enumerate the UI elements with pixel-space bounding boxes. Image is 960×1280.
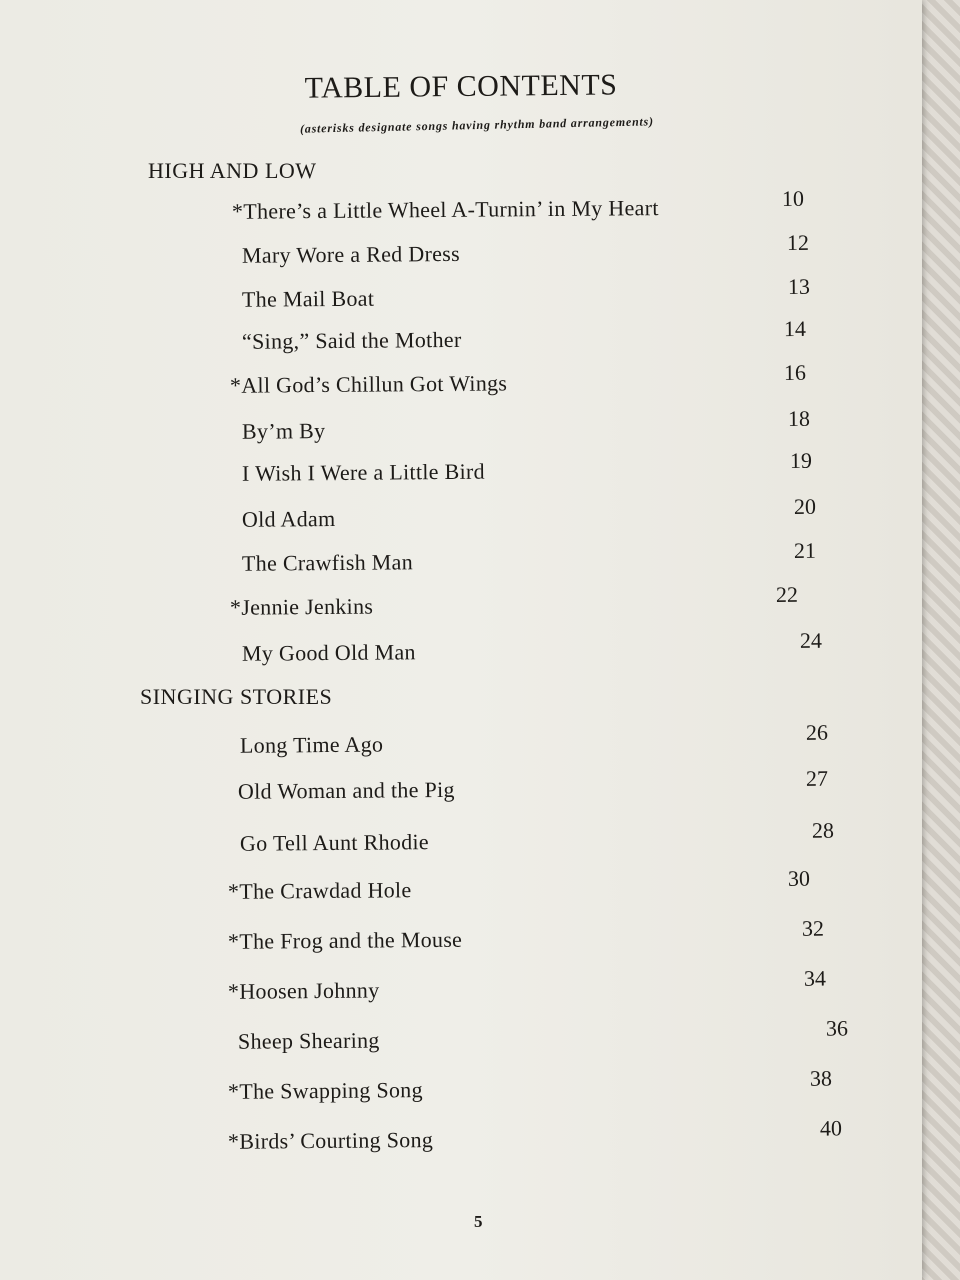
entry-page: 19	[789, 447, 813, 474]
toc-entry	[231, 185, 872, 229]
toc-entry	[241, 537, 882, 581]
toc-entry	[241, 493, 882, 537]
entry-title: Sheep Shearing	[237, 1027, 380, 1054]
entry-title: By’m By	[241, 418, 326, 444]
toc-entry	[229, 581, 870, 625]
page-subtitle: (asterisks designate songs having rhythm band arrangements)	[299, 114, 655, 136]
entry-title: The Mail Boat	[241, 285, 375, 312]
entry-title: *There’s a Little Wheel A-Turnin’ in My Heart	[231, 195, 659, 224]
entry-page: 26	[805, 719, 829, 745]
entry-title: I Wish I Were a Little Bird	[241, 458, 485, 486]
toc-entry	[227, 1115, 868, 1159]
entry-title: *The Swapping Song	[227, 1077, 423, 1104]
entry-page: 28	[811, 817, 835, 843]
toc-entry	[241, 447, 882, 491]
entry-page: 16	[783, 359, 807, 385]
toc-entry	[237, 765, 878, 809]
toc-entry	[229, 359, 870, 403]
toc-entry	[227, 865, 868, 909]
entry-title: *Hoosen Johnny	[227, 977, 380, 1004]
entry-title: *Birds’ Courting Song	[227, 1127, 434, 1154]
entry-title: My Good Old Man	[241, 639, 416, 666]
entry-page: 20	[793, 493, 817, 519]
page-title: TABLE OF CONTENTS	[304, 68, 618, 105]
entry-page: 10	[781, 185, 805, 211]
toc-entry	[227, 915, 868, 959]
entry-page: 24	[799, 627, 823, 653]
entry-title: Long Time Ago	[239, 731, 384, 758]
section-heading: SINGING STORIES	[140, 684, 333, 709]
entry-page: 40	[819, 1115, 843, 1141]
entry-title: *All God’s Chillun Got Wings	[229, 370, 508, 398]
toc-entry	[241, 315, 882, 359]
entry-page: 32	[801, 915, 825, 941]
entry-title: *Jennie Jenkins	[229, 593, 374, 620]
toc-entry	[227, 1065, 868, 1109]
entry-title: “Sing,” Said the Mother	[241, 326, 462, 354]
entry-title: *The Frog and the Mouse	[227, 926, 463, 954]
entry-page: 12	[786, 229, 810, 256]
toc-entry	[241, 627, 882, 671]
entry-page: 21	[793, 537, 817, 563]
entry-page: 27	[805, 765, 829, 791]
toc-entry	[241, 405, 882, 449]
entry-page: 18	[787, 405, 811, 432]
entry-title: Go Tell Aunt Rhodie	[239, 829, 430, 856]
entry-page: 13	[787, 273, 811, 300]
entry-page: 34	[803, 965, 827, 991]
page-number: 5	[474, 1212, 483, 1231]
toc-entry	[227, 965, 868, 1009]
toc-entry	[239, 817, 880, 861]
entry-page: 14	[783, 315, 807, 342]
entry-page: 36	[825, 1015, 849, 1041]
toc-entry	[241, 229, 882, 273]
entry-page: 38	[809, 1065, 833, 1091]
entry-title: Old Adam	[241, 505, 336, 532]
toc-entry	[241, 273, 882, 317]
toc-entry	[239, 719, 880, 763]
entry-page: 30	[787, 865, 811, 891]
entry-page: 22	[775, 581, 799, 608]
entry-title: *The Crawdad Hole	[227, 877, 412, 904]
entry-title: Old Woman and the Pig	[237, 776, 455, 804]
entry-title: The Crawfish Man	[241, 549, 414, 576]
section-heading: HIGH AND LOW	[148, 158, 317, 183]
entry-title: Mary Wore a Red Dress	[241, 240, 461, 268]
toc-entry	[237, 1015, 878, 1059]
